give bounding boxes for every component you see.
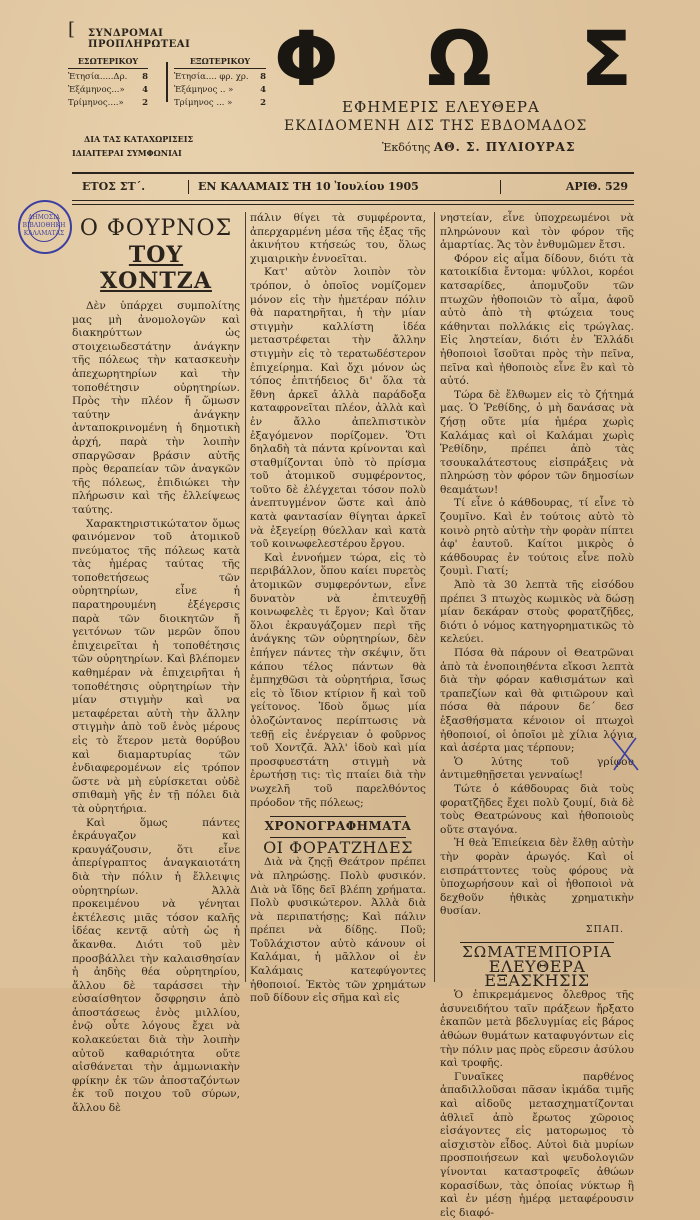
tagline-frequency: ΕΚΔΙΔΟΜΕΝΗ ΔΙΣ ΤΗΣ ΕΒΔΟΜΑΔΟΣ (284, 118, 588, 134)
article-title-line1: Ο ΦΟΥΡΝΟΣ (79, 216, 233, 241)
masthead (62, 14, 634, 172)
article-paragraph: Καὶ ἐννοήμεν τώρα, εἰς τὸ περιβάλλον, ὅπου καίει πυρετὸς ἀτομικῶν συμφερόντων, εἶνε δυνατὸν νὰ ἐπιτευχθῇ κοινωφελὲς τι ἔργον; Καὶ ὅταν ὅλοι ἐκραυγάζομεν περὶ τῆς ἀνάγκης τῶν οὐρητηρίων, δὲν ἐπήγεν πάντες τὴν σκέψιν, ὅτι κάπου τέλος πάντων θὰ ἐμπηχθῶσι τὰ οὐρητήρια, ἴσως εἰς τὸ ἴδιον κτίριον ἤ καὶ τοῦ γείτονος. Ἰδοὺ ὅμως μία ὁλοζώντανος περίπτωσις νὰ τεθῇ εἰς ἐνέργειαν ὁ φοῦρνος τοῦ Χοντζᾶ. Ἀλλ' ἰδοὺ καὶ μία προσφυεστάτη στιγμὴ νὰ ἐρωτήσῃ τις: τὶς πταίει διὰ τὴν νωχελῆ τοῦ παρελθόντος πρόοδον τῆς πόλεως; (250, 551, 426, 809)
publisher-name: ΑΘ. Σ. ΠΥΛΙΟΥΡΑΣ (433, 140, 576, 154)
logo-letter: Ω (427, 14, 494, 103)
column-2 (250, 212, 426, 1005)
domestic-label: ΕΣΩΤΕΡΙΚΟΥ (68, 56, 148, 69)
rate-row: Ἐτησία.... φρ. χρ. 8 (174, 72, 266, 82)
article-paragraph: Τώρα δὲ ἔλθωμεν εἰς τὸ ζήτημά μας. Ὁ Ῥεθίδης, ὁ μὴ δανάσας νὰ ζήσῃ οὔτε μία ἡμέρα χωρὶς Καλάμας καὶ οἱ Καλάμαι χωρὶς Ῥεθίδην, πρέπει ἀπὸ τὰς τσουκαλάτεστους εἰσπράξεις νὰ πληρώσῃ τὸν φόρον τῶν δημοσίων θεαμάτων! (440, 388, 634, 496)
column-rule (245, 212, 246, 982)
dateline-divider (188, 180, 189, 194)
tagline-free-newspaper: ΕΦΗΜΕΡΙΣ ΕΛΕΥΘΕΡΑ (342, 98, 540, 116)
publisher-line (382, 140, 575, 154)
article-paragraph: Πόσα θὰ πάρουν οἱ Θεατρῶναι ἀπὸ τὰ ἐνοποιηθέντα εἴκοσι λεπτὰ διὰ τὴν φόραν καθισμάτων καὶ τραπεζίων καὶ θὰ φιτιῶρουν καὶ πόσα θὰ πάρουν δε΄ δεσ ἐξασθήσματα κένοιον οἱ πτωχοὶ ἠθοποιοί, οἱ ὁποῖοι μὲ χίλια λόγια καὶ ἀσέρτα μας τέρπουν; (440, 647, 634, 755)
column-3 (440, 212, 634, 1219)
rate-row: Ἐξάμηνος .. » 4 (174, 85, 266, 95)
issue-place-date: ΕΝ ΚΑΛΑΜΑΙΣ ΤΗ 10 Ἰουλίου 1905 (198, 180, 419, 193)
article-paragraph: Ἡ θεὰ Ἐπιείκεια δὲν ἔλθῃ αὐτὴν τὴν φορὰν ἀρωγός. Καὶ οἱ εισπράττοντες τοὺς φόρους νὰ ὑποχωρήσουν καὶ οἱ ἠθοποιοὶ νὰ δεχθοῦν ἠθικὰς χρηματικὴν θυσίαν. (440, 837, 634, 918)
ads-note: ΔΙΑ ΤΑΣ ΚΑΤΑΧΩΡΙΣΕΙΣ (84, 134, 194, 144)
article-paragraph: Κατ' αὐτὸν λοιπὸν τὸν τρόπον, ὁ ὁποῖος νομίζομεν μόνον εἰς τὴν ἡμετέραν πόλιν θὰ παρατηρῆται, ἡ τὴν μίαν στιγμὴν καλλίστη ἰδέα μεταστρέφεται τὴν ἄλλην στιγμὴν εἰς τὸ τερατωδέστερον ἐπιχείρημα. Καὶ ὄχι μόνον ὡς τόπος ἐπιτήδειος δι' ὅλα τὰ ἔθνη ἀρκεῖ ἀλλὰ παράδοξα καταφρονεῖται πλέον, ἀλλὰ καὶ ἐν ἄλλο ἀπελπιστικὸν ἐξαγόμενον πορίζομεν. Ὅτι δηλαδὴ τὰ πάντα κρίνονται καὶ σταθμίζονται ὑπὸ τὸ πρίσμα τοῦ ἀτομικοῦ συμφέροντος, τοῦτο δὲ ἐλέγχεται τόσον πολὺ ἀνεπτυγμένον ὥστε καὶ ἀπὸ κατὰ φαντασίαν θίγηται ἀρκεῖ νὰ ἐξεγείρῃ θύελλαν καὶ κατὰ τοῦ κοινωφελεστέρου ἔργου. (250, 266, 426, 551)
ads-terms: ΙΔΙΑΙΤΕΡΑΙ ΣΥΜΦΩΝΙΑΙ (72, 148, 182, 158)
rate-row: Ἐξάμηνος...» 4 (68, 85, 148, 95)
article-paragraph: Ἀπὸ τὰ 30 λεπτὰ τῆς εἰσόδου πρέπει 3 πτωχὸς κωμικὸς νὰ δώσῃ μίαν δεκάραν στοὺς φορατζῆδες, διότι ὁ νόμος κατηγορηματικῶς τὸ κελεύει. (440, 579, 634, 646)
rate-row: Ἐτησία.....Δρ. 8 (68, 72, 148, 82)
logo-letter: Σ (580, 14, 634, 103)
dateline-rule (72, 200, 634, 205)
article-paragraph: Γυναῖκες παρθένος ἀπαδιλλοῦσαι πᾶσαν ἰκμάδα τιμῆς καὶ αἰδοῦς μετασχηματίζονται ἀθλιεῖ ἀπὸ ἔρωτος χῶροιος εἰσάγοντες εἰς ματορωμος τὸ αἰσχιστὸν εἶδος. Αὐτοὶ διὰ μυρίων προσποιήσεων καὶ ψευδολογιῶν γίνονται καταστροφεῖς ἀθώων κορασίδων, τὰς ὁποίας νύκτωρ ἢ καὶ ἐν μέσῃ ἡμέρᾳ μεταφέρουσιν εἰς διαφό- (440, 1070, 634, 1219)
issue-number: ΑΡΙΘ. 529 (565, 180, 628, 193)
chronicle-header (250, 816, 426, 857)
rates-divider (166, 62, 168, 102)
article-paragraph: Δὲν ὑπάρχει συμπολίτης μας μὴ ἀνομολογῶν καὶ διακηρύττων ὡς στοιχειωδεστάτην ἀνάγκην τῆς πόλεως τὴν κατασκευὴν ἀπεχωρητηρίων καὶ τὴν τοποθέτησιν οὐρητηρίων. Πρὸς τὴν πλέον ἤ ὥμωσν ταύτην ἀνάγκην ἀνταποκρινομένη ἡ δημοτικὴ ἀρχή, παρὰ τὴν λοιπὴν σπαργῶσαν βράσιν αὐτῆς πρὸς θεραπείαν τῶν ἀναγκῶν τῆς πόλεως, ἐπιδιώκει τὴν πλήρωσιν καὶ τῆς ἐλλείψεως ταύτης. (72, 300, 240, 516)
rate-row: Τρίμηνος....» 2 (68, 98, 148, 108)
chronicle-title: ΟΙ ΦΟΡΑΤΖΗΔΕΣ (263, 837, 413, 857)
rate-row: Τρίμηνος ... » 2 (174, 98, 266, 108)
subscription-title: ΣΥΝΔΡΟΜΑΙ ΠΡΟΠΛΗΡΩΤΕΑΙ (88, 28, 191, 50)
article-paragraph: Τώτε ὁ κάθδουρας διὰ τοὺς φορατζῆδες ἔχει πολὺ ζουμί, διὰ δὲ τοὺς Θεατρώνους καὶ ἠθοποιοὺς οὔτε σταγόνα. (440, 782, 634, 836)
article3-title: ΕΛΕΥΘΕΡΑ ΕΞΑΣΚΗΣΙΣ (484, 957, 590, 990)
article3-section-label: ΣΩΜΑΤΕΜΠΟΡΙΑ (462, 943, 612, 962)
foreign-rates (174, 56, 266, 110)
article-title-line2: ΤΟΥ ΧΟΝΤΖΑ (100, 242, 212, 294)
article-paragraph: Φόρον εἰς αἷμα δίδουν, διότι τὰ κατοικίδια ἔντομα: ψύλλοι, κορέοι κατσαρίδες, ἀπομυζοῦν τῶν πτωχῶν ἠθοποιῶν τὸ αἷμα, ἀφοῦ αὐτὸ ἀπὸ τὴ φτώχεια τους κάθηνται πολλάκις εἰς τρώγλας. Εἰς ληστείαν, διότι ἐν Ἑλλάδι ἠθοποιοὶ ἴσοῦται πρὸς τὴν πεῖνα, πεῖνα καὶ ἠθοποιὸς εἶνε ἓν καὶ τὸ αὐτό. (440, 252, 634, 388)
article-paragraph: νηστείαν, εἶνε ὑποχρεωμένοι νὰ πληρώνουν καὶ τὸν φόρον τῆς ἁμαρτίας. Ἄς τὸν ἐνθυμῶμεν ἔτσι. (440, 212, 634, 252)
library-stamp (18, 200, 72, 254)
article-paragraph: Ὁ ἐπικρεμάμενος ὄλεθρος τῆς ἀσυνειδήτου ταῖν πράξεων ἤρξατο ἐκαπῶν μετὰ βδελυγμίας εἰς βάρος ἀθώων θυμάτων καταφυγόντων εἰς τὴν πόλιν μας πρὸς εὕρεσιν ἀσύλου καὶ τροφῆς. (440, 989, 634, 1070)
foreign-label: ΕΞΩΤΕΡΙΚΟΥ (174, 56, 266, 69)
article-paragraph: πάλιν θίγει τὰ συμφέροντα, ἀπερχαρμένη μέσα τῆς ἐξας τῆς ἀκινήτου κτήσεώς του, ὅλως χιμαιρικὴν ἐννοεῖται. (250, 212, 426, 265)
column-1 (72, 212, 240, 1115)
issue-year: ΕΤΟΣ ΣΤ΄. (82, 180, 146, 193)
handwritten-mark-icon (608, 734, 642, 774)
article-paragraph: Καὶ ὅμως πάντες ἐκράυγαζον καὶ κραυγάζουσιν, ὅτι εἶνε ἀπερίγραπτος ἀναγκαιοτάτη διὰ τὴν πόλιν ἡ ἔλλειψις οὐρητηρίων. Ἀλλὰ προκειμένου νὰ γένηται ἐκτέλεσις μιᾶς τόσον καλῆς ἰδέας κεντᾷ αὐτὴ ὡς ἡ ἄκανθα. Διότι τοῦ μὲν προσβάλλει τὴν καλαισθησίαν ἡ ἀηδὴς θέα οὐρητηρίου, ἄλλου δὲ ταράσσει τὴν εὐσαίσθητον ὄσφρησιν ἀπὸ ἀποστάσεως ἑνὸς μιλλίου, ἐνῷ οὗτε λόγους ἔχει νὰ κολακεύεται διὰ τὴν λοιπὴν αὐτοῦ καθαριότητα οὔτε αἰσθάνεται τὴν ἀμμωνιακὴν φρίκην ἐκ τῶν ἀποσταζόντων ἐκ τοῦ ποιχου τοῦ σύρων, ἄλλου δὲ (72, 816, 240, 1115)
section-rule (270, 816, 406, 817)
column-rule (434, 212, 435, 982)
publisher-prefix: Ἐκδότης (382, 141, 431, 154)
article-paragraph: Ὁ λύτης τοῦ γρίφου ἀντιμεθηῇσεται γενναίως! (440, 755, 634, 782)
logo-letter: Φ (274, 14, 341, 103)
bracket-mark: [ (68, 19, 76, 40)
article-paragraph: Τί εἶνε ὁ κάθδουρας, τί εἶνε τὸ ζουμῖνο. Καὶ ἐν τούτοις αὐτὸ τὸ κοινὸ ρητὸ αὐτὴν τὴν φορὰν πίπτει ἀφ' ἑαυτοῦ. Καίτοι μικρὸς ὁ κάθδουρας ἐν τούτοις εἶνε πολὺ ζουμὶ. Γιατί; (440, 497, 634, 578)
domestic-rates (68, 56, 148, 110)
dateline (72, 178, 634, 198)
dateline-divider (500, 180, 501, 194)
article-paragraph: Διὰ νὰ ζηςῇ Θεάτρον πρέπει νὰ πληρώσῃς. Πολὺ φυσικόν. Διὰ νὰ ἴδῃς δεῖ βλέπη χρήματα. Πολὺ φυσικώτερον. Ἀλλὰ διὰ νὰ περιπατήσῃς; Καὶ πάλιν πρέπει νὰ δίδῃς. Ποῦ; Τοῦλάχιστον αὐτὸ κάνουν οἱ Καλάμαι, ἡ μᾶλλον οἱ ἐν Καλάμαις κατεφύγοντες ἠθοποιοί. Ἐκτὸς τῶν χρημάτων ποῦ δίδουν εἰς σῆμα καὶ εἰς (250, 856, 426, 1005)
article3-header (440, 942, 634, 990)
author-signature: ΣΠΑΠ. (585, 923, 624, 935)
newspaper-logo (274, 14, 634, 103)
article-paragraph: Χαρακτηριστικώτατον ὅμως φαινόμενον τοῦ ἀτομικοῦ πνεύματος τῆς πόλεως κατὰ τὰς ἡμέρας ταύτας τῆς τοποθετήσεως τῶν οὐρητηρίων, εἶνε ἡ παρατηρουμένη ἐξέγερσις παρὰ τῶν διοικητῶν ἤ γειτόνων τῶν μερῶν ὅπου ἐπιχειρεῖται ἡ τοποθέτησις τῶν οὐρητηρίων. Καὶ βλέπομεν καθημέραν νὰ ἐπιχειρῆται ἡ τοποθέτησις οὐρητηρίων τὴν μίαν στιγμὴν καὶ να μεταφέρεται αὐτὴ τὴν ἄλλην στιγμὴν ἀπὸ τοῦ ἑνὸς μέρους εἰς τὸ ἕτερον μετὰ θορύβου καὶ διαμαρτυρίας τῶν ἐνδιαφερομένων εἰς τρόπον ὥστε νὰ μὴ εὑρίσκεται οὐδὲ σπιθαμὴ γῆς ἐν τῇ πόλει διὰ τὰ οὐρητήρια. (72, 517, 240, 815)
masthead-rule (72, 172, 634, 174)
chronicle-section-label: ΧΡΟΝΟΓΡΑΦΗΜΑΤΑ (264, 819, 412, 834)
library-stamp-text: ΔΗΜΟΣΙΑ ΒΙΒΛΙΟΘΗΚΗ ΚΑΛΑΜΑΤΑΣ (28, 210, 60, 242)
